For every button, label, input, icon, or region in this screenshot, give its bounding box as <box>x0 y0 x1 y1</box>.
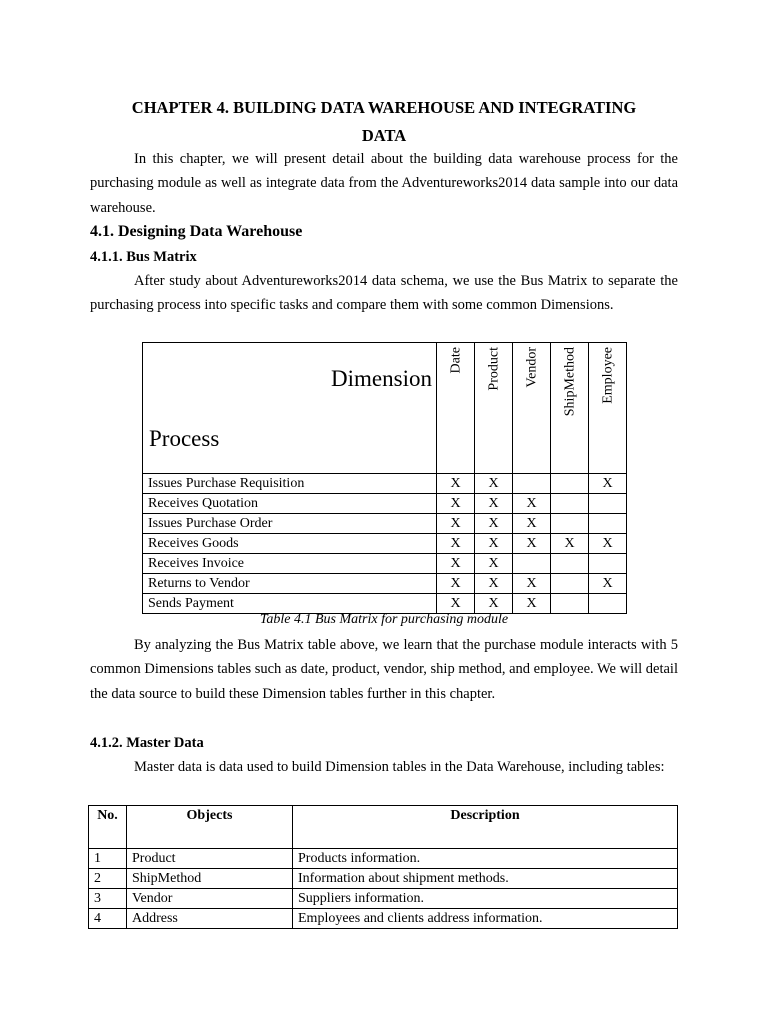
mark-cell: X <box>513 494 551 514</box>
mark-cell <box>589 594 627 614</box>
mark-cell: X <box>475 534 513 554</box>
mark-cell: X <box>475 514 513 534</box>
process-axis-label: Process <box>149 426 220 451</box>
mark-cell: X <box>475 494 513 514</box>
intro-paragraph: In this chapter, we will present detail about the building data warehouse process for the purchasing module as well as integrate data from the Adventureworks2014 data sample into our data warehouse. <box>90 151 678 216</box>
mark-cell <box>513 554 551 574</box>
table-row <box>143 474 627 494</box>
table-row <box>143 534 627 554</box>
table-row <box>143 494 627 514</box>
object-cell: Product <box>127 849 293 869</box>
dimension-axis-label: Dimension <box>331 366 432 391</box>
mark-cell <box>551 514 589 534</box>
bus-matrix-header-row <box>143 343 627 474</box>
description-cell: Suppliers information. <box>293 889 678 909</box>
header-description: Description <box>293 806 678 849</box>
mark-cell: X <box>513 514 551 534</box>
process-cell: Receives Goods <box>143 534 437 554</box>
table-row <box>143 594 627 614</box>
bus-matrix-corner-cell <box>143 343 437 474</box>
description-cell: Information about shipment methods. <box>293 869 678 889</box>
process-cell: Issues Purchase Order <box>143 514 437 534</box>
section-heading-4-1-2: 4.1.2. Master Data <box>90 735 204 751</box>
process-cell: Sends Payment <box>143 594 437 614</box>
process-cell: Receives Invoice <box>143 554 437 574</box>
table-row <box>143 514 627 534</box>
object-cell: ShipMethod <box>127 869 293 889</box>
description-cell: Products information. <box>293 849 678 869</box>
dimension-header-employee: Employee <box>589 343 627 474</box>
analysis-paragraph: By analyzing the Bus Matrix table above, we learn that the purchase module interacts with 5 common Dimensions tables such as date, product, vendor, ship method, and employee. We will detail the data source to build these Dimension tables further in this chapter. <box>90 637 678 702</box>
table-row <box>89 869 678 889</box>
object-cell: Vendor <box>127 889 293 909</box>
mark-cell: X <box>513 534 551 554</box>
mark-cell: X <box>589 474 627 494</box>
table-row <box>143 554 627 574</box>
mark-cell <box>551 474 589 494</box>
mark-cell <box>589 554 627 574</box>
dimension-header-shipmethod: ShipMethod <box>551 343 589 474</box>
dimension-header-vendor: Vendor <box>513 343 551 474</box>
no-cell: 1 <box>89 849 127 869</box>
mark-cell: X <box>551 534 589 554</box>
mark-cell: X <box>437 594 475 614</box>
chapter-title-line-1: CHAPTER 4. BUILDING DATA WAREHOUSE AND INTEGRATING <box>131 98 637 117</box>
mark-cell: X <box>475 554 513 574</box>
process-cell: Returns to Vendor <box>143 574 437 594</box>
no-cell: 4 <box>89 909 127 929</box>
mark-cell <box>513 474 551 494</box>
table-row <box>89 849 678 869</box>
mark-cell: X <box>437 554 475 574</box>
mark-cell <box>589 514 627 534</box>
bus-matrix-table <box>142 342 627 614</box>
process-cell: Receives Quotation <box>143 494 437 514</box>
mark-cell: X <box>475 574 513 594</box>
mark-cell: X <box>437 574 475 594</box>
mark-cell: X <box>513 594 551 614</box>
dimension-header-product: Product <box>475 343 513 474</box>
table-row <box>89 889 678 909</box>
bus-matrix-paragraph: After study about Adventureworks2014 data schema, we use the Bus Matrix to separate the purchasing process into specific tasks and compare them with some common Dimensions. <box>90 273 678 314</box>
no-cell: 3 <box>89 889 127 909</box>
master-table-header-row <box>89 806 678 849</box>
table-caption: Table 4.1 Bus Matrix for purchasing module <box>259 612 509 627</box>
section-heading-4-1-1: 4.1.1. Bus Matrix <box>90 249 197 265</box>
process-cell: Issues Purchase Requisition <box>143 474 437 494</box>
master-data-table <box>88 805 678 929</box>
dimension-header-date: Date <box>437 343 475 474</box>
object-cell: Address <box>127 909 293 929</box>
mark-cell: X <box>513 574 551 594</box>
mark-cell <box>551 574 589 594</box>
mark-cell <box>551 594 589 614</box>
table-row <box>89 909 678 929</box>
mark-cell: X <box>437 514 475 534</box>
chapter-title <box>90 94 678 150</box>
mark-cell: X <box>589 534 627 554</box>
chapter-title-line-2: DATA <box>361 126 407 145</box>
mark-cell: X <box>437 474 475 494</box>
header-objects: Objects <box>127 806 293 849</box>
mark-cell: X <box>437 494 475 514</box>
section-heading-4-1: 4.1. Designing Data Warehouse <box>90 223 303 240</box>
mark-cell: X <box>589 574 627 594</box>
mark-cell: X <box>475 474 513 494</box>
mark-cell <box>551 494 589 514</box>
mark-cell <box>589 494 627 514</box>
table-row <box>143 574 627 594</box>
master-data-paragraph: Master data is data used to build Dimension tables in the Data Warehouse, including tables: <box>134 759 665 775</box>
no-cell: 2 <box>89 869 127 889</box>
mark-cell: X <box>437 534 475 554</box>
mark-cell <box>551 554 589 574</box>
description-cell: Employees and clients address information. <box>293 909 678 929</box>
header-no: No. <box>89 806 127 849</box>
mark-cell: X <box>475 594 513 614</box>
